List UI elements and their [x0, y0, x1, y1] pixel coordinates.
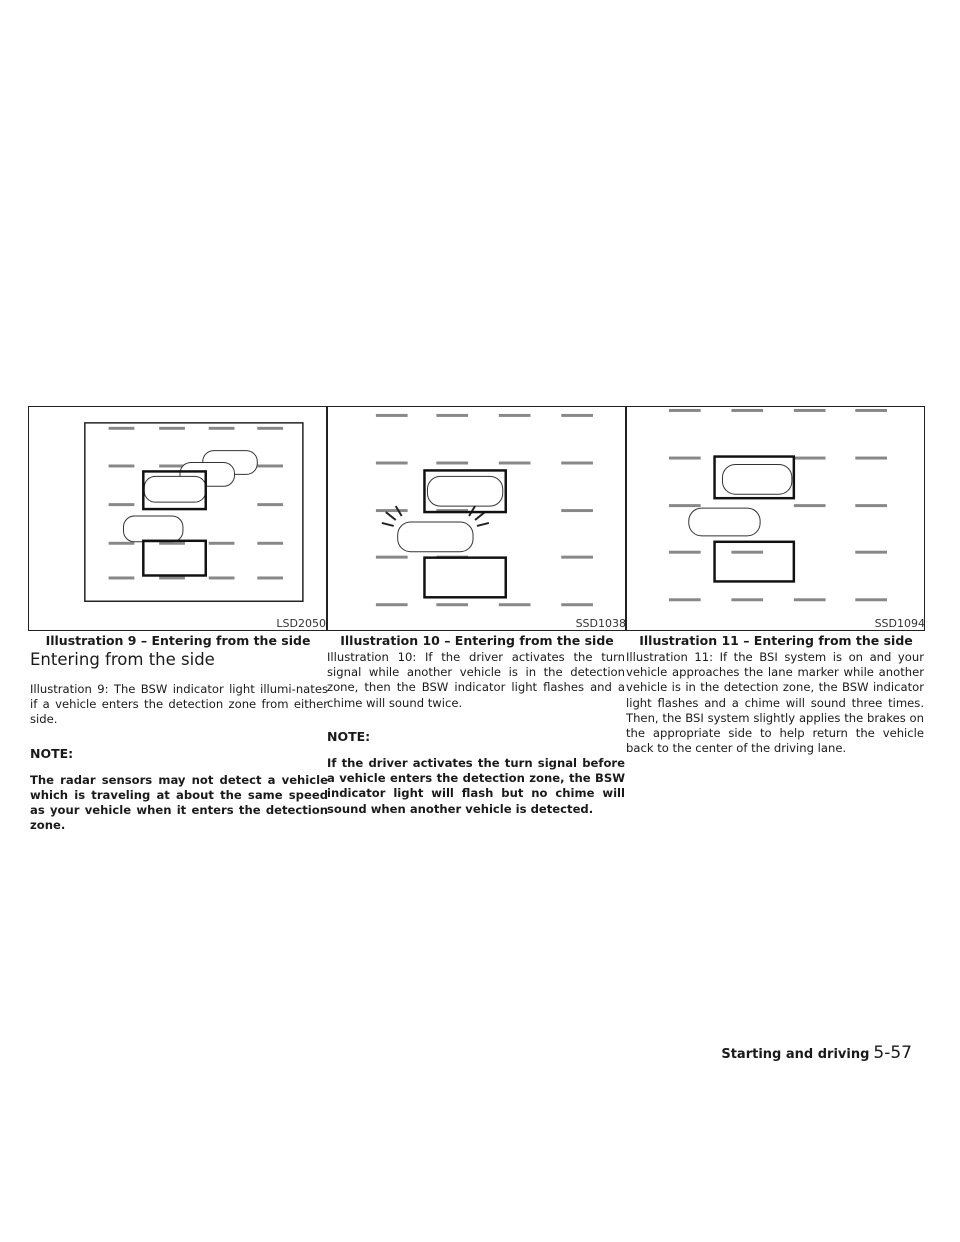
- lane-markers: [669, 409, 887, 601]
- body-paragraph: Illustration 10: If the driver activates the turn signal while another vehicle is in the detection zone, then the BSW indicator light flashes and a chime will sound twice.: [327, 650, 625, 710]
- note-title: NOTE:: [327, 728, 371, 744]
- figure-code: LSD2050: [276, 617, 326, 630]
- illustration-11-drawing: [627, 407, 924, 630]
- figure-code: SSD1094: [874, 617, 925, 630]
- figure-caption: Illustration 10 – Entering from the side: [340, 633, 614, 648]
- note-title: NOTE:: [30, 745, 74, 761]
- lane-markers: [109, 427, 283, 580]
- figure-caption: Illustration 11 – Entering from the side: [639, 633, 913, 648]
- lane-markers: [376, 414, 593, 606]
- section-name: Starting and driving: [721, 1047, 870, 1062]
- illustration-9: [28, 406, 327, 631]
- note-body: If the driver activates the turn signal before a vehicle enters the detection zone, the BSW indicator light will flash but no chime will sound when another vehicle is detected.: [327, 756, 625, 816]
- figure-code: SSD1038: [575, 617, 626, 630]
- figure-caption: Illustration 9 – Entering from the side: [45, 633, 311, 648]
- column-1: [30, 650, 328, 852]
- illustration-9-drawing: [29, 407, 326, 630]
- illustration-11: [626, 406, 925, 631]
- page-footer: [721, 1043, 912, 1063]
- body-paragraph: Illustration 11: If the BSI system is on and your vehicle approaches the lane marker while another vehicle is in the detection zone, the BSW indicator light flashes and a chime will sound three times. Then, the BSI system slightly applies the brakes on the appropriate side to help return the vehicle back to the center of the driving lane.: [626, 650, 924, 756]
- section-heading: Entering from the side: [30, 650, 215, 669]
- page-number: 5-57: [873, 1043, 912, 1063]
- illustration-10-drawing: [328, 407, 625, 630]
- body-paragraph: Illustration 9: The BSW indicator light illumi-nates if a vehicle enters the detection zone from either side.: [30, 682, 328, 727]
- illustration-10: [327, 406, 626, 631]
- column-2: [327, 650, 625, 835]
- note-body: The radar sensors may not detect a vehicle which is traveling at about the same speed as your vehicle when it enters the detection zone.: [30, 772, 328, 833]
- column-3: [626, 650, 924, 774]
